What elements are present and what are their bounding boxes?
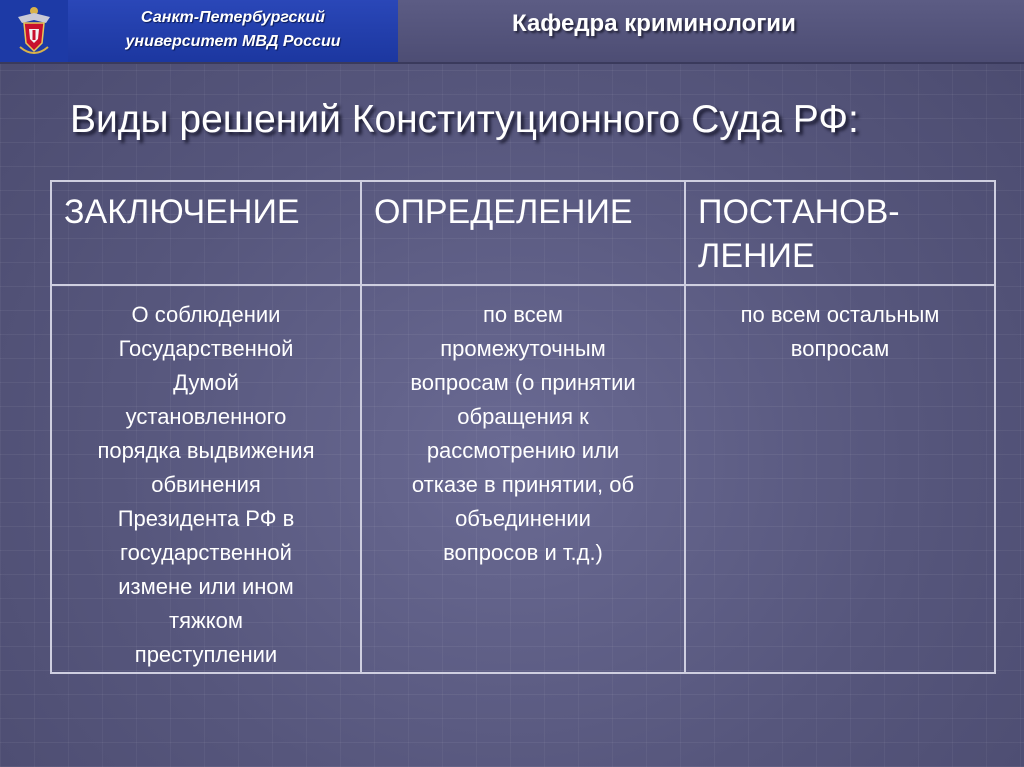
cell-line: вопросам (о принятии <box>410 370 636 395</box>
university-line-2: университет МВД России <box>125 33 341 50</box>
cell-line: рассмотрению или <box>426 438 620 463</box>
cell-line: отказе в принятии, об <box>411 472 635 497</box>
university-name <box>68 0 398 62</box>
cell-line: обращения к <box>457 404 589 429</box>
cell-resolution-description <box>685 285 995 673</box>
header-cell-resolution <box>685 181 995 285</box>
cell-determination-description <box>361 285 685 673</box>
university-line-1: Санкт-Петербургский <box>140 9 326 26</box>
cell-line: порядка выдвижения <box>97 438 315 463</box>
table-header-row <box>51 181 995 285</box>
header-cell-conclusion <box>51 181 361 285</box>
cell-line: объединении <box>455 506 591 531</box>
cell-line: измене или ином <box>118 574 294 599</box>
cell-line: Президента РФ в <box>117 506 295 531</box>
cell-line: тяжком <box>169 608 243 633</box>
department-title: Кафедра криминологии <box>512 10 796 37</box>
university-emblem-icon <box>14 3 54 59</box>
header-text: ПОСТАНОВ- <box>698 193 900 231</box>
slide-title: Виды решений Конституционного Суда РФ: <box>70 98 859 141</box>
header-text: ЛЕНИЕ <box>698 237 815 275</box>
emblem-box <box>0 0 68 62</box>
cell-line: вопросам <box>790 336 890 361</box>
header-text: ЗАКЛЮЧЕНИЕ <box>64 193 300 231</box>
decision-types-table <box>50 180 996 674</box>
table-row <box>51 285 995 673</box>
cell-line: по всем <box>482 302 564 327</box>
header-bar <box>0 0 1024 64</box>
cell-line: промежуточным <box>440 336 606 361</box>
cell-conclusion-description <box>51 285 361 673</box>
cell-line: Думой <box>173 370 239 395</box>
cell-line: О соблюдении <box>131 302 281 327</box>
cell-line: вопросов и т.д.) <box>443 540 603 565</box>
cell-line: по всем остальным <box>740 302 940 327</box>
header-cell-determination <box>361 181 685 285</box>
cell-line: обвинения <box>151 472 261 497</box>
header-text: ОПРЕДЕЛЕНИЕ <box>374 193 633 231</box>
cell-line: установленного <box>125 404 287 429</box>
cell-line: государственной <box>120 540 292 565</box>
cell-line: Государственной <box>118 336 294 361</box>
cell-line: преступлении <box>134 642 278 667</box>
